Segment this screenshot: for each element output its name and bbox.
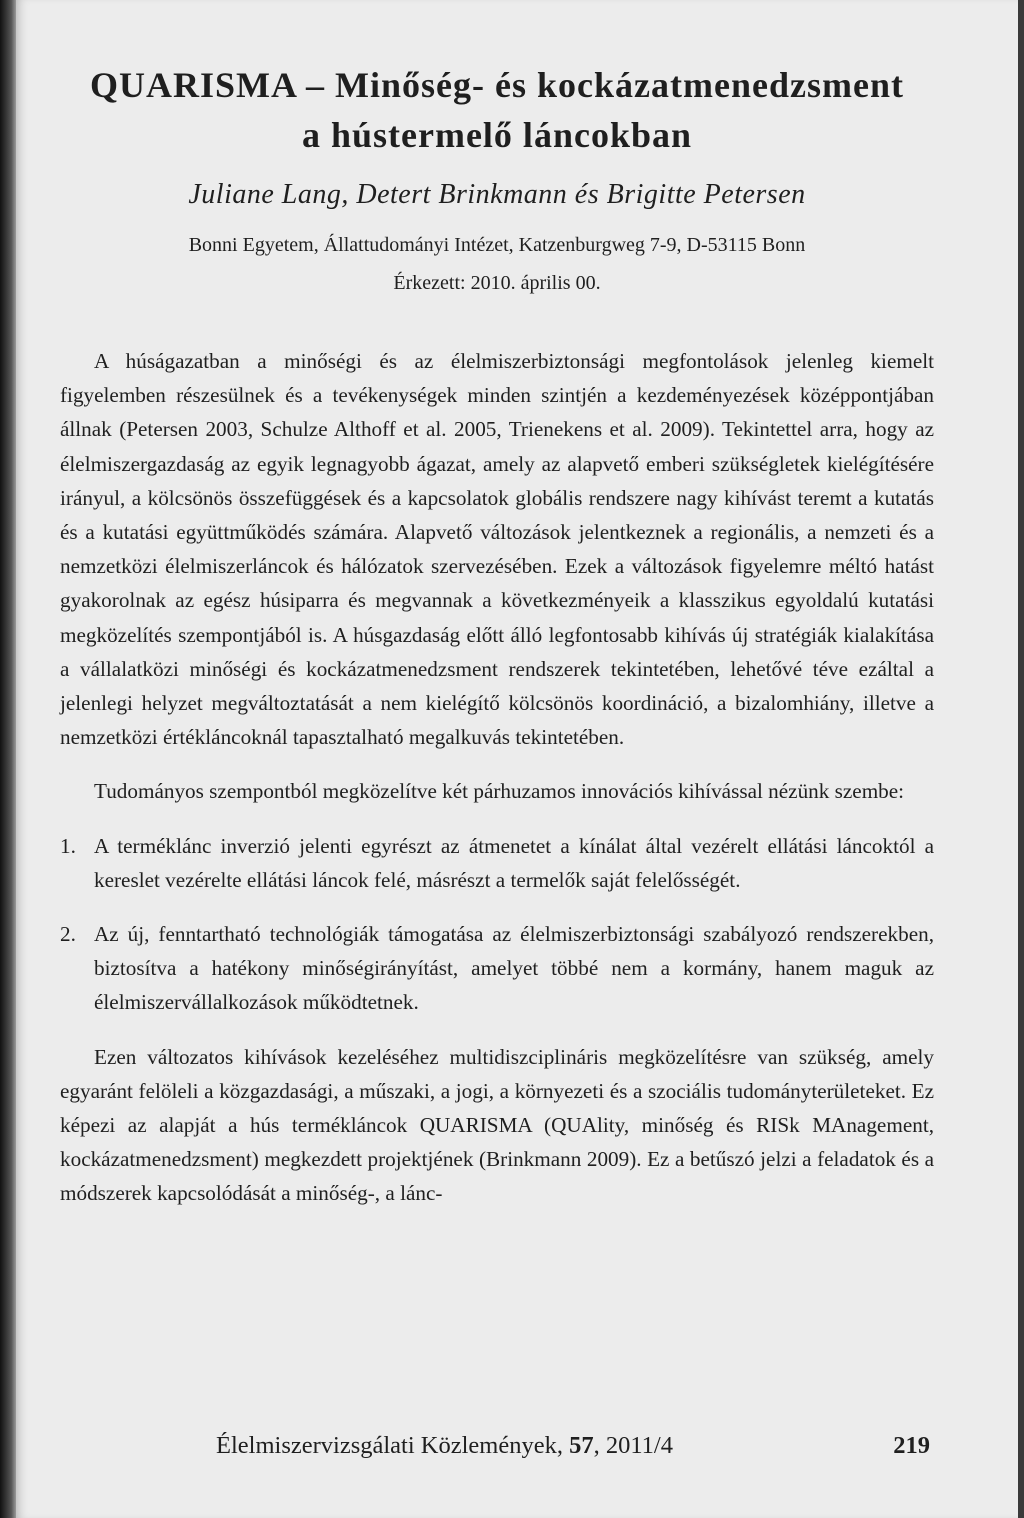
article-title [60, 60, 934, 160]
paragraph-3: Ezen változatos kihívások kezeléséhez multidiszciplináris megközelítésre van szükség, amely egyaránt felöleli a közgazdasági, a műszaki, a jogi, a környezeti és a szociális tudományterületeket. Ez képezi az alapját a hús termékláncok QUARISMA (QUAlity, minőség és RISk MAnagement, kockázatmenedzsment) megkezdett projektjének (Brinkmann 2009). Ez a betűszó jelzi a feladatok és a módszerek kapcsolódását a minőség-, a lánc- [60, 1044, 934, 1206]
page-content [60, 60, 934, 1211]
journal-citation [216, 1432, 673, 1460]
list-item-number: 2. [60, 922, 76, 947]
list-item-number: 1. [60, 833, 76, 858]
affiliation: Bonni Egyetem, Állattudományi Intézet, Katzenburgweg 7-9, D-53115 Bonn [188, 234, 806, 256]
journal-name: Élelmiszervizsgálati Közlemények, [216, 1432, 570, 1459]
received-date: Érkezett: 2010. április 00. [393, 272, 601, 294]
paragraph-1: A húságazatban a minőségi és az élelmiszerbiztonsági megfontolások jelenleg kiemelt figyelemben részesülnek és a tevékenységek minden szintjén a kezdeményezések középpontjában állnak (Petersen 2003, Schulze Althoff et al. 2005, Trienekens et al. 2009). Tekintettel arra, hogy az élelmiszergazdaság az egyik legnagyobb ágazat, amely az alapvető emberi szükségletek kielégítésére irányul, a kölcsönös összefüggések és a kapcsolatok globális rendszere nagy kihívást teremt a kutatás és a kutatási együttműködés számára. Alapvető változások jelentkeznek a regionális, a nemzeti és a nemzetközi élelmiszerláncok és hálózatok szervezésében. Ezek a változások figyelemre méltó hatást gyakorolnak az egész húsiparra és megvannak a következményeik a klasszikus egyoldalú kutatási megközelítés szempontjából is. A húsgazdaság előtt álló legfontosabb kihívás új stratégiák kialakítása a vállalatközi minőségi és kockázatmenedzsment rendszerek tekintetében, lehetővé téve ezáltal a jelenlegi helyzet megváltoztatását a nem kielégítő kölcsönös koordináció, a bizalomhiány, illetve a nemzetközi értékláncoknál tapasztalható megalkuvás tekintetében. [60, 349, 934, 750]
title-line-1: QUARISMA – Minőség- és kockázatmenedzsment [90, 65, 904, 105]
paragraph-2: Tudományos szempontból megközelítve két párhuzamos innovációs kihívással nézünk szembe: [94, 779, 905, 804]
authors: Juliane Lang, Detert Brinkmann és Brigitte Petersen [188, 179, 806, 210]
list-item [60, 829, 934, 897]
title-line-2: a hústermelő láncokban [301, 115, 693, 155]
journal-issue: , 2011/4 [593, 1432, 673, 1459]
document-page [16, 0, 1018, 1518]
book-gutter [0, 0, 16, 1518]
list-item-text: Az új, fenntartható technológiák támogatása az élelmiszerbiztonsági szabályozó rendszerekben, biztosítva a hatékony minőségirányítást, amelyet többé nem a kormány, hanem maguk az élelmiszervállalkozások működtetnek. [94, 922, 934, 1015]
list-item [60, 917, 934, 1020]
journal-volume: 57 [569, 1432, 594, 1459]
challenge-list [60, 829, 934, 1020]
page-number: 219 [893, 1432, 930, 1459]
list-item-text: A terméklánc inverzió jelenti egyrészt az átmenetet a kínálat által vezérelt ellátási láncoktól a kereslet vezérelte ellátási láncok felé, másrészt a termelők saját felelősségét. [94, 833, 934, 892]
